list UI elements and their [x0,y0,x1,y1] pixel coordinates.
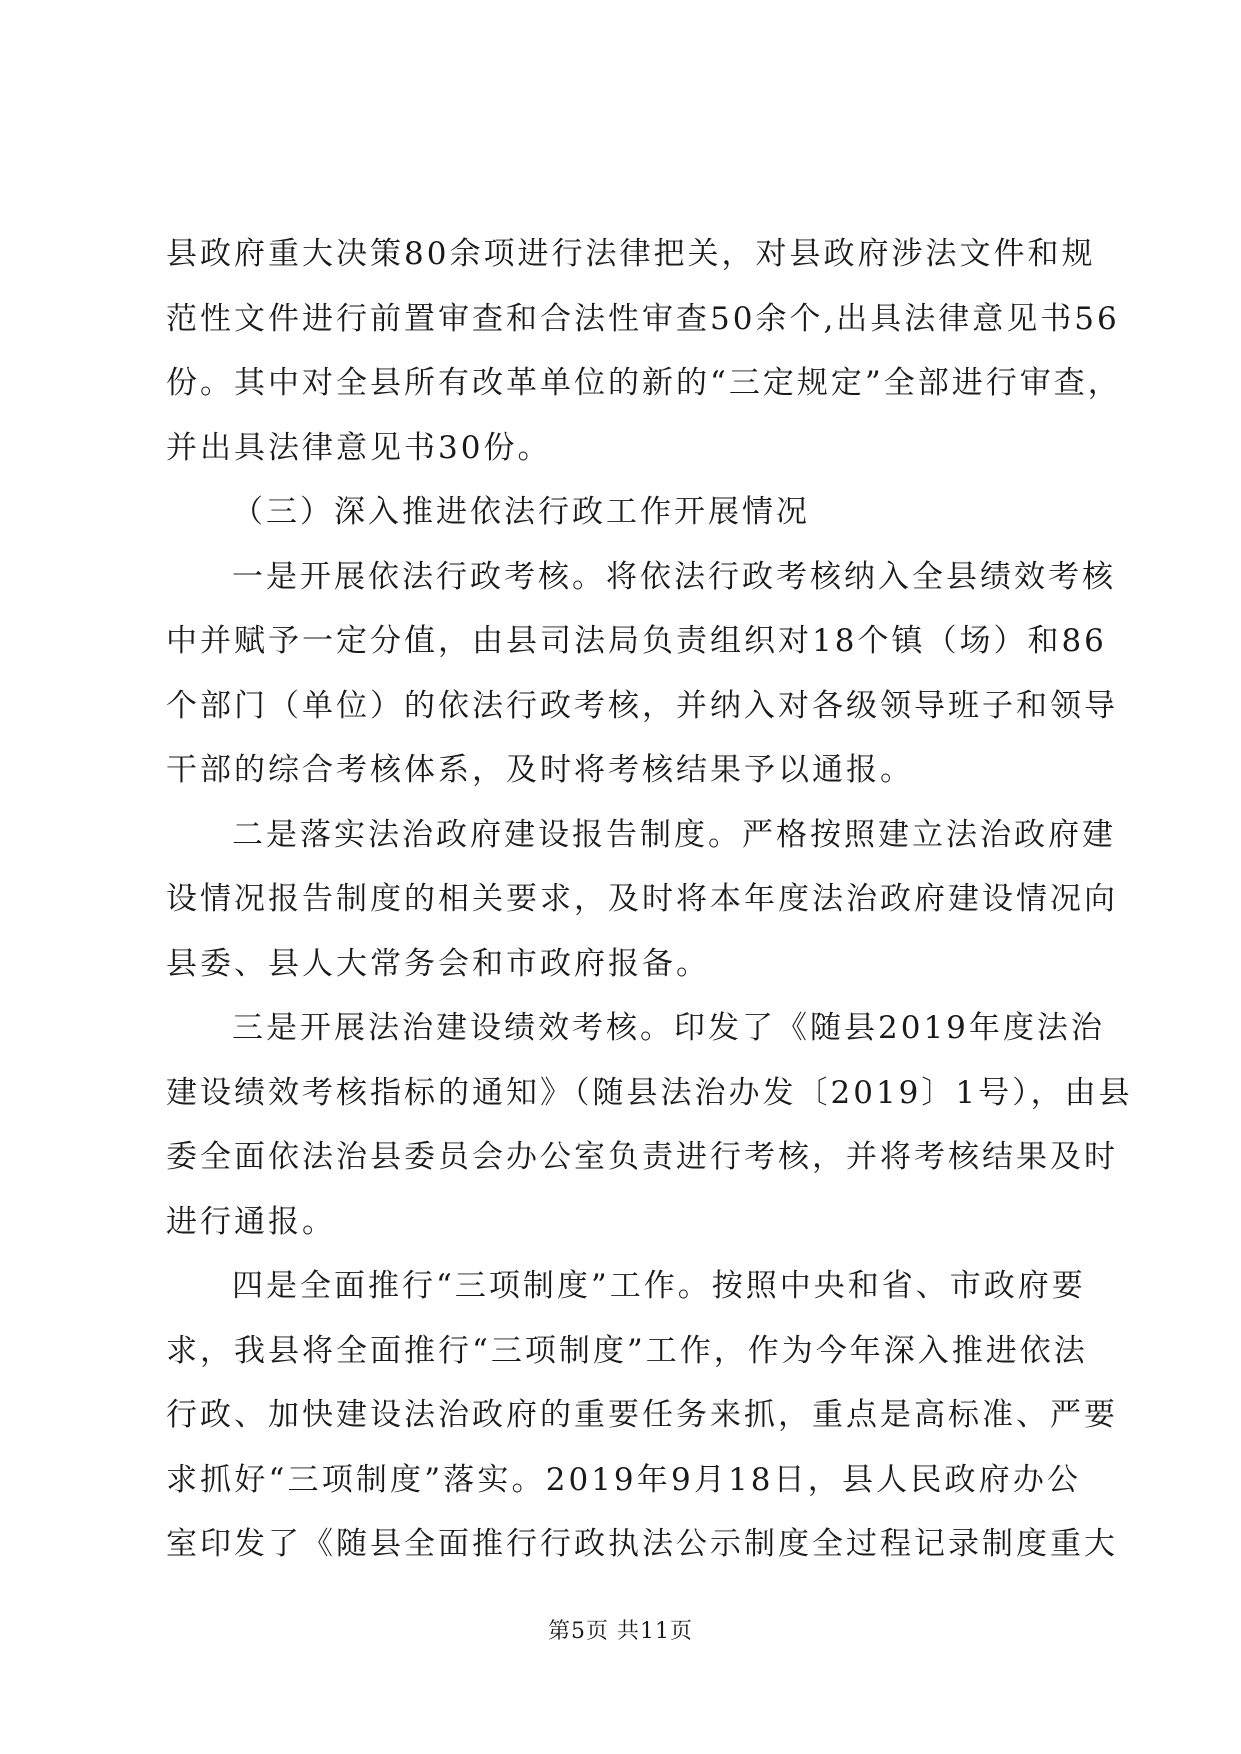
body-line: 建设绩效考核指标的通知》（随县法治办发〔2019〕1号），由县 [166,1074,1133,1111]
body-line: 范性文件进行前置审查和合法性审查50余个,出具法律意见书56 [166,300,1120,337]
body-line: 一是开展依法行政考核。将依法行政考核纳入全县绩效考核 [232,558,1116,595]
body-line: 求抓好“三项制度”落实。2019年9月18日，县人民政府办公 [166,1461,1081,1498]
section-heading: （三）深入推进依法行政工作开展情况 [232,494,810,530]
body-line: 干部的综合考核体系，及时将考核结果予以通报。 [166,752,914,788]
body-line: 县政府重大决策80余项进行法律把关，对县政府涉法文件和规 [166,236,1096,272]
body-line: 行政、加快建设法治政府的重要任务来抓，重点是高标准、严要 [166,1397,1118,1433]
document-body [166,222,1133,1577]
body-line: 个部门（单位）的依法行政考核，并纳入对各级领导班子和领导 [166,687,1118,724]
body-line: 四是全面推行“三项制度”工作。按照中央和省、市政府要 [232,1268,1086,1304]
body-line: 份。其中对全县所有改革单位的新的“三定规定”全部进行审查， [166,365,1122,401]
body-line: 求，我县将全面推行“三项制度”工作，作为今年深入推进依法 [166,1332,1088,1369]
page-footer: 第5页 共11页 [548,1619,693,1644]
body-line: 三是开展法治建设绩效考核。印发了《随县2019年度法治 [232,1010,1105,1046]
body-line: 中并赋予一定分值，由县司法局负责组织对18个镇（场）和86 [166,623,1107,659]
body-line: 委全面依法治县委员会办公室负责进行考核，并将考核结果及时 [166,1139,1118,1175]
body-line: 进行通报。 [166,1203,336,1240]
body-line: 县委、县人大常务会和市政府报备。 [166,945,710,982]
body-line: 室印发了《随县全面推行行政执法公示制度全过程记录制度重大 [166,1526,1118,1562]
body-line: 设情况报告制度的相关要求，及时将本年度法治政府建设情况向 [166,881,1118,917]
body-line: 并出具法律意见书30份。 [166,429,552,466]
body-line: 二是落实法治政府建设报告制度。严格按照建立法治政府建 [232,816,1116,853]
